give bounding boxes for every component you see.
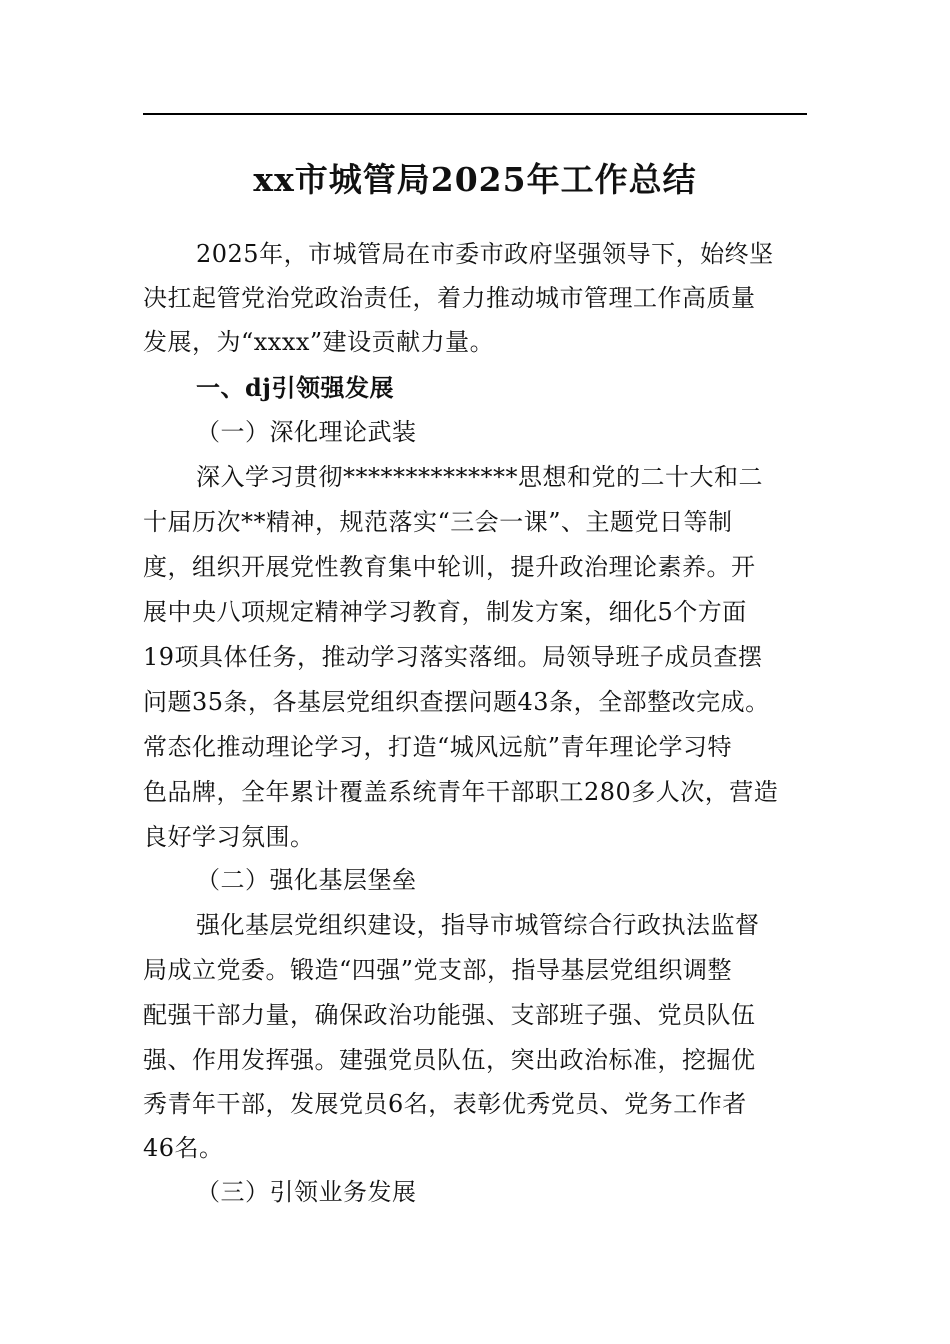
subsection-2-line-5: 秀青年干部，发展党员6名，表彰优秀党员、党务工作者 (143, 1090, 747, 1118)
intro-line-2: 决扛起管党治党政治责任，着力推动城市管理工作高质量 (143, 284, 756, 312)
subsection-2-line-2: 局成立党委。锻造“四强”党支部，指导基层党组织调整 (143, 956, 733, 984)
subsection-2-heading: （二）强化基层堡垒 (196, 866, 417, 894)
subsection-1-line-2: 十届历次**精神，规范落实“三会一课”、主题党日等制 (143, 508, 733, 536)
subsection-2-line-6: 46名。 (143, 1134, 224, 1162)
subsection-1-line-7: 常态化推动理论学习，打造“城风远航”青年理论学习特 (143, 733, 733, 761)
intro-line-3: 发展，为“xxxx”建设贡献力量。 (143, 328, 495, 356)
subsection-1-line-1: 深入学习贯彻**************思想和党的二十大和二 (196, 463, 763, 491)
subsection-1-line-9: 良好学习氛围。 (143, 823, 315, 851)
subsection-2-line-3: 配强干部力量，确保政治功能强、支部班子强、党员队伍 (143, 1001, 756, 1029)
subsection-1-heading: （一）深化理论武装 (196, 418, 417, 446)
subsection-1-line-6: 问题35条，各基层党组织查摆问题43条，全部整改完成。 (143, 688, 770, 716)
subsection-2-line-4: 强、作用发挥强。建强党员队伍，突出政治标准，挖掘优 (143, 1046, 756, 1074)
subsection-2-line-1: 强化基层党组织建设，指导市城管综合行政执法监督 (196, 911, 760, 939)
subsection-1-line-4: 展中央八项规定精神学习教育，制发方案，细化5个方面 (143, 598, 747, 626)
header-rule (143, 113, 807, 115)
section-1-heading: 一、dj引领强发展 (196, 373, 394, 402)
subsection-3-heading: （三）引领业务发展 (196, 1178, 417, 1206)
intro-line-1: 2025年，市城管局在市委市政府坚强领导下，始终坚 (196, 240, 774, 268)
subsection-1-line-5: 19项具体任务，推动学习落实落细。局领导班子成员查摆 (143, 643, 763, 671)
subsection-1-line-3: 度，组织开展党性教育集中轮训，提升政治理论素养。开 (143, 553, 756, 581)
subsection-1-line-8: 色品牌，全年累计覆盖系统青年干部职工280多人次，营造 (143, 778, 779, 806)
document-title: xx市城管局2025年工作总结 (253, 160, 697, 199)
